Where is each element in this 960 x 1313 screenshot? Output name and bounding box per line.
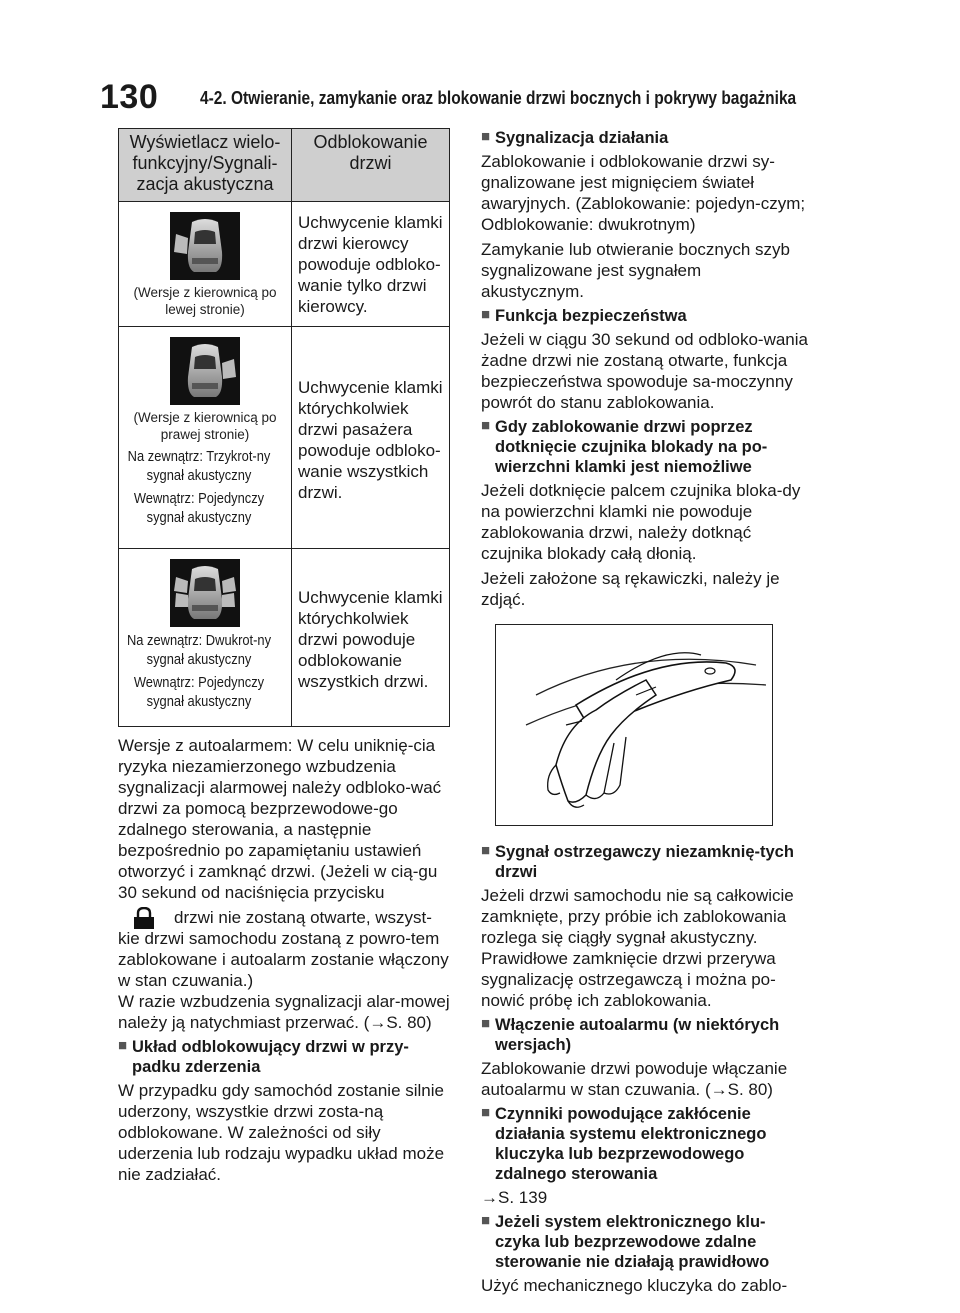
alarm-paragraph-3: W razie wzbudzenia sygnalizacji alar-mowej należy ją natychmiast przerwać. (→S. 80) [118, 992, 450, 1032]
unlock-table [118, 128, 450, 727]
factors-heading: ■ Czynniki powodujące zakłócenie działania systemu elektronicznego kluczyka lub bezprzewodowego zdalnego sterowania [481, 1104, 808, 1184]
table-row [119, 327, 450, 549]
warning-body: Jeżeli drzwi samochodu nie są całkowicie zamknięte, przy próbie ich zablokowania rozlega się ciągły sygnał akustyczny. Prawidłowe zamknięcie drzwi przerywa sygnalizację ostrzegawczą i można po-nowić próbę ich zablokowania. [481, 886, 794, 1010]
warning-heading: ■ Sygnał ostrzegawczy niezamknię-tych drzwi [481, 842, 808, 882]
table-header-row [119, 129, 450, 202]
table-note: Wewnątrz: Pojedynczy sygnał akustyczny [133, 490, 265, 526]
table-icon-cell [119, 202, 292, 327]
safety-body: Jeżeli w ciągu 30 sekund od odbloko-wania żadne drzwi nie zostaną otwarte, funkcja bezpieczeństwa spowoduje sa-moczynny powrót do stanu zablokowania. [481, 330, 808, 412]
lock-line [118, 907, 454, 928]
signal-heading: ■ Sygnalizacja działania [481, 128, 808, 148]
right-column [481, 128, 808, 1300]
fail-body: Użyć mechanicznego kluczyka do zablo- [481, 1276, 788, 1295]
car-all-doors-open-icon [170, 559, 240, 627]
autoalarm-heading: ■ Włączenie autoalarmu (w niektórych wersjach) [481, 1015, 808, 1055]
section-title: 4-2. Otwieranie, zamykanie oraz blokowanie drzwi bocznych i pokrywy bagażnika [200, 88, 797, 108]
autoalarm-body: Zablokowanie drzwi powoduje włączanie autoalarmu w stan czuwania. (→S. 80) [481, 1059, 788, 1099]
crash-heading: ■ Układ odblokowujący drzwi w przy-padku zderzenia [118, 1037, 454, 1077]
sensor-body-1: Jeżeli dotknięcie palcem czujnika bloka-dy na powierzchni klamki nie powoduje zablokowania drzwi, należy dotknąć czujnika blokady całą dłonią. [481, 481, 801, 563]
hand-on-door-handle-illustration [495, 624, 773, 826]
table-description: Uchwycenie klamki którychkolwiek drzwi powoduje odblokowanie wszystkich drzwi. [292, 549, 450, 727]
hand-touching-sensor-icon [496, 625, 772, 825]
lock-line-text: drzwi nie zostaną otwarte, wszyst- [174, 908, 432, 927]
table-row [119, 202, 450, 327]
table-description: Uchwycenie klamki drzwi kierowcy powoduje odbloko-wanie tylko drzwi kierowcy. [292, 202, 450, 327]
page-header [100, 78, 860, 116]
table-note: Wewnątrz: Pojedynczy sygnał akustyczny [133, 674, 265, 710]
alarm-paragraph-2: kie drzwi samochodu zostaną z powro-tem zablokowane i autoalarm zostanie włączony w stan czuwania.) [118, 929, 449, 990]
car-passenger-door-open-icon [170, 337, 240, 405]
factors-body: →S. 139 [481, 1188, 548, 1207]
signal-body-1: Zablokowanie i odblokowanie drzwi sy-gnalizowane jest mignięciem świateł awaryjnych. (Zablokowanie: pojedyn-czym; Odblokowanie: dwukrotnym) [481, 152, 806, 234]
table-note: (Wersje z kierownicą po lewej stronie) [133, 285, 277, 317]
table-header-display: Wyświetlacz wielo-funkcyjny/Sygnali-zacja akustyczna [119, 129, 292, 202]
table-header-unlock: Odblokowanie drzwi [292, 129, 450, 202]
left-column [118, 128, 454, 1189]
table-note: Na zewnątrz: Trzykrot-ny sygnał akustyczny [127, 448, 271, 484]
safety-heading: ■ Funkcja bezpieczeństwa [481, 306, 808, 326]
alarm-paragraph: Wersje z autoalarmem: W celu uniknię-cia ryzyka niezamierzonego wzbudzenia sygnalizacji alarmowej należy odbloko-wać drzwi za pomocą bezprzewodowe-go zdalnego sterowania, a następnie bezpośrednio po zapamiętaniu ustawień otworzyć i zamknąć drzwi. (Jeżeli w cią-gu 30 sekund od naciśnięcia przycisku [118, 736, 442, 902]
crash-body: W przypadku gdy samochód zostanie silnie uderzony, wszystkie drzwi zosta-ną odblokowane. W zależności od siły uderzenia lub rodzaju wypadku układ może nie zadziałać. [118, 1081, 445, 1184]
table-description: Uchwycenie klamki którychkolwiek drzwi pasażera powoduje odbloko-wanie wszystkich drzwi. [292, 327, 450, 549]
table-note: (Wersje z kierownicą po prawej stronie) [133, 410, 277, 442]
table-row [119, 549, 450, 727]
sensor-body-2: Jeżeli założone są rękawiczki, należy je zdjąć. [481, 569, 780, 609]
table-icon-cell [119, 327, 292, 549]
table-icon-cell [119, 549, 292, 727]
alarm-section [118, 735, 454, 1185]
sensor-heading: ■ Gdy zablokowanie drzwi poprzez dotknięcie czujnika blokady na po-wierzchni klamki jest niemożliwe [481, 417, 808, 477]
car-driver-door-open-icon [170, 212, 240, 280]
lock-icon [132, 907, 156, 929]
page-number: 130 [100, 78, 159, 116]
table-note: Na zewnątrz: Dwukrot-ny sygnał akustyczny [126, 632, 272, 668]
fail-heading: ■ Jeżeli system elektronicznego klu-czyka lub bezprzewodowe zdalne sterowanie nie działają prawidłowo [481, 1212, 808, 1272]
signal-body-2: Zamykanie lub otwieranie bocznych szyb sygnalizowane jest sygnałem akustycznym. [481, 240, 790, 301]
